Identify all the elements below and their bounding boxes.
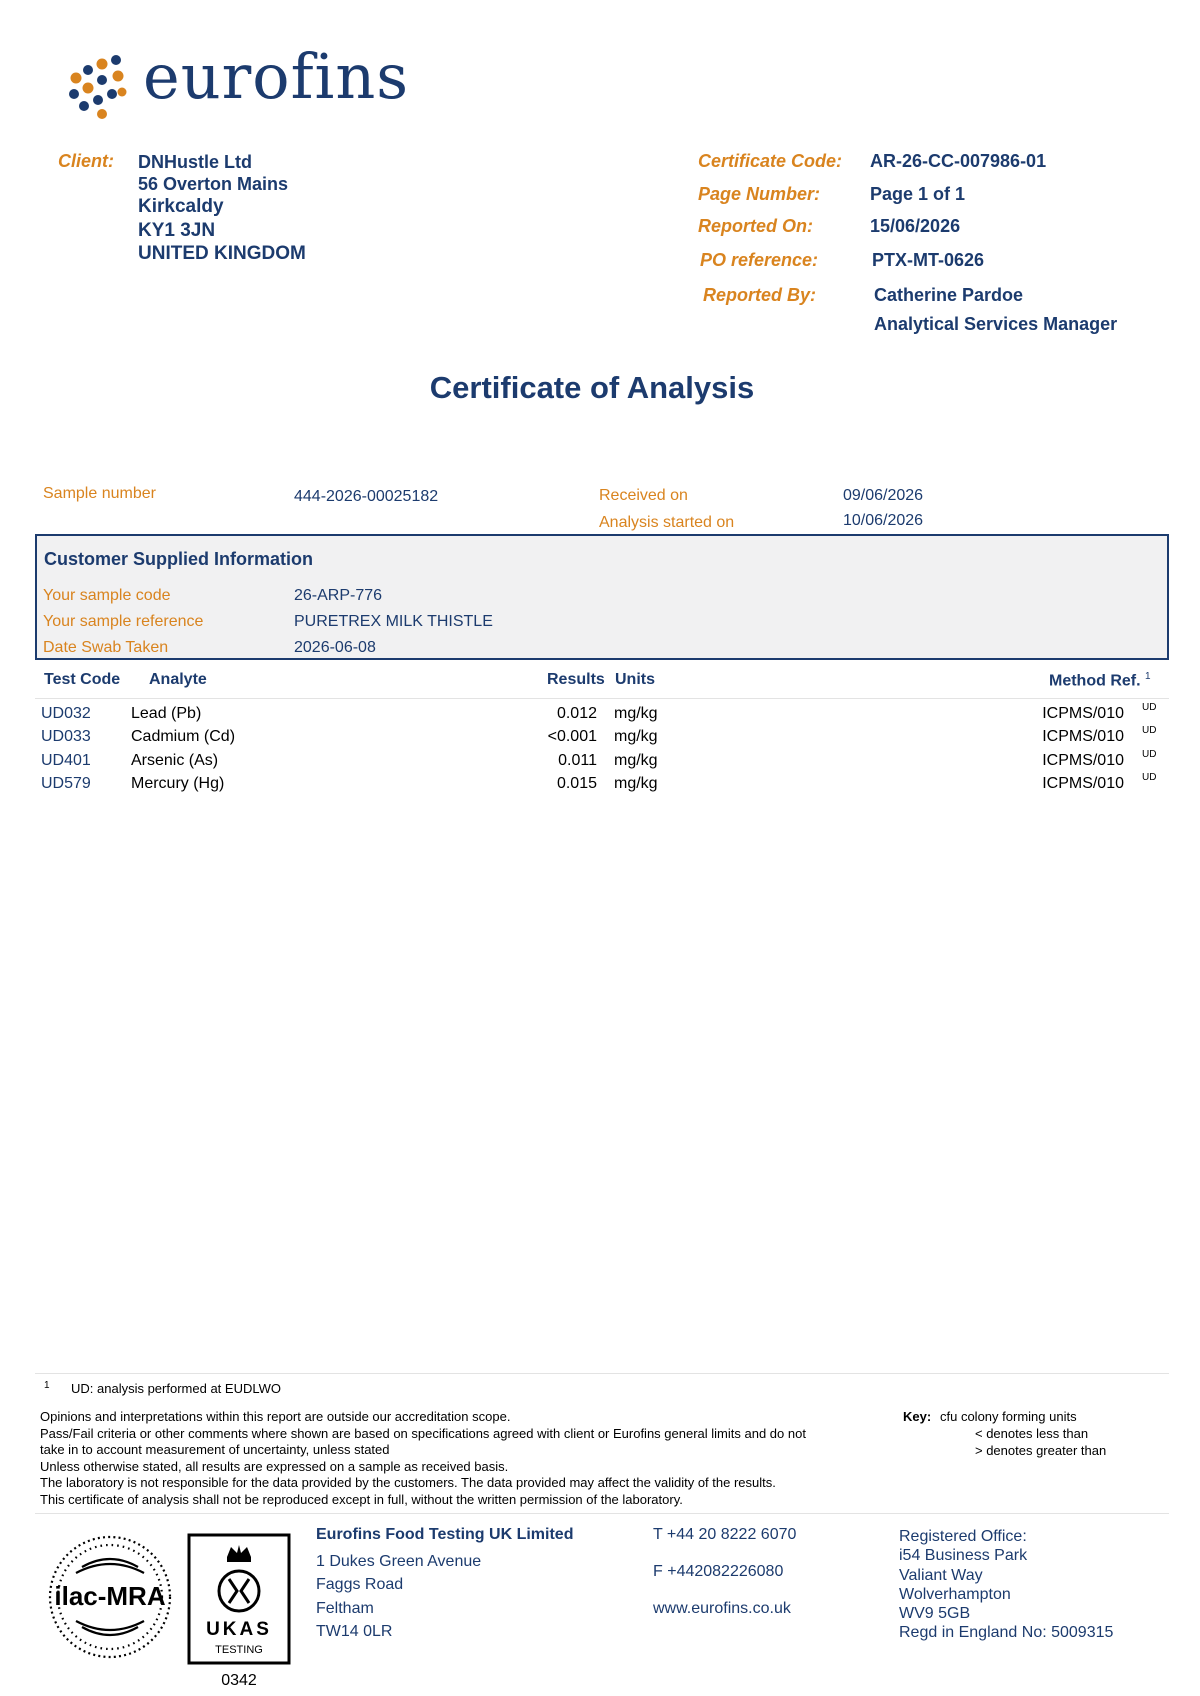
- customer-info-title: Customer Supplied Information: [44, 549, 314, 569]
- disclaimer-line: This certificate of analysis shall not be reproduced except in full, without the written permission of the laboratory.: [40, 1491, 683, 1507]
- client-address: [138, 151, 306, 266]
- date-swab-label: Date Swab Taken: [43, 639, 169, 656]
- disclaimer: [40, 1409, 890, 1509]
- sample-code: 26-ARP-776: [294, 587, 383, 604]
- address-line: Feltham: [316, 1599, 374, 1617]
- ukas-logo: [187, 1533, 291, 1665]
- unit: mg/kg: [614, 728, 658, 745]
- col-method-sup: 1: [1145, 671, 1151, 682]
- analysis-started: 10/06/2026: [843, 512, 924, 529]
- key-less-than: < denotes less than: [975, 1426, 1089, 1441]
- key-greater-than: > denotes greater than: [975, 1443, 1107, 1458]
- certificate-code: AR-26-CC-007986-01: [870, 151, 1047, 171]
- col-test-code: Test Code: [44, 671, 121, 688]
- reported-by-name: Catherine Pardoe: [874, 285, 1024, 305]
- page-number: Page 1 of 1: [870, 184, 966, 204]
- address-line: 1 Dukes Green Avenue: [316, 1553, 482, 1570]
- received-on-label: Received on: [599, 487, 688, 504]
- col-method-label: Method Ref.: [1049, 672, 1141, 690]
- test-code: UD579: [41, 775, 91, 792]
- table-row: [0, 702, 1200, 728]
- result: 0.015: [556, 775, 597, 792]
- unit: mg/kg: [614, 752, 658, 769]
- reported-by-role: Analytical Services Manager: [874, 314, 1118, 334]
- method-ref: ICPMS/010: [1042, 752, 1124, 769]
- client-postcode: KY1 3JN: [138, 219, 216, 241]
- client-label: Client:: [58, 151, 114, 171]
- reported-by-label: Reported By:: [703, 285, 817, 305]
- registered-office: [899, 1527, 1113, 1643]
- result: <0.001: [547, 728, 597, 745]
- footer-divider: [35, 1513, 1169, 1514]
- page-number-label: Page Number:: [698, 184, 821, 204]
- result: 0.011: [558, 752, 597, 769]
- po-reference: PTX-MT-0626: [872, 250, 985, 270]
- sample-reference: PURETREX MILK THISTLE: [294, 613, 493, 630]
- method-flag: UD: [1142, 702, 1157, 713]
- registered-line: Valiant Way: [899, 1566, 983, 1584]
- registered-line: WV9 5GB: [899, 1605, 971, 1623]
- po-reference-label: PO reference:: [700, 250, 819, 270]
- sample-number: 444-2026-00025182: [294, 488, 439, 505]
- method-ref: ICPMS/010: [1042, 775, 1124, 792]
- col-method: [1049, 671, 1151, 690]
- ukas-text: UKAS: [206, 1619, 272, 1640]
- registered-line: Wolverhampton: [899, 1585, 1011, 1603]
- date-swab: 2026-06-08: [294, 639, 376, 656]
- address-line: TW14 0LR: [316, 1623, 393, 1641]
- analyte: Arsenic (As): [131, 752, 219, 769]
- method-ref: ICPMS/010: [1042, 705, 1124, 722]
- key-label: Key:: [903, 1409, 932, 1424]
- col-units: Units: [615, 671, 655, 688]
- analysis-started-label: Analysis started on: [599, 514, 735, 531]
- footnote-divider: [35, 1373, 1169, 1374]
- footnote-number: 1: [44, 1380, 50, 1391]
- result: 0.012: [556, 705, 597, 722]
- registered-line: Regd in England No: 5009315: [899, 1624, 1114, 1642]
- company-name: Eurofins Food Testing UK Limited: [316, 1526, 574, 1543]
- client-country: UNITED KINGDOM: [138, 243, 306, 264]
- company-phone: T +44 20 8222 6070: [653, 1526, 797, 1543]
- analyte: Cadmium (Cd): [131, 728, 236, 745]
- test-code: UD401: [41, 752, 91, 769]
- method-flag: UD: [1142, 725, 1157, 736]
- table-row: [0, 772, 1200, 798]
- col-results: Results: [547, 671, 605, 688]
- method-flag: UD: [1142, 749, 1157, 760]
- table-row: [0, 725, 1200, 751]
- disclaimer-line: Opinions and interpretations within this report are outside our accreditation scope.: [40, 1409, 511, 1424]
- table-row: [0, 749, 1200, 775]
- key-cfu: cfu colony forming units: [940, 1409, 1077, 1424]
- page-title: Certificate of Analysis: [429, 370, 755, 405]
- disclaimer-line: The laboratory is not responsible for the data provided by the customers. The data provided may affect the validity of the results.: [40, 1475, 776, 1491]
- ukas-number: 0342: [221, 1672, 257, 1689]
- analyte: Lead (Pb): [131, 705, 202, 722]
- sample-code-label: Your sample code: [43, 587, 171, 604]
- company-fax: F +442082226080: [653, 1563, 784, 1580]
- disclaimer-line: take in to account measurement of uncertainty, unless stated: [40, 1442, 390, 1458]
- ilac-mra-text: ilac-MRA: [54, 1581, 166, 1611]
- sample-number-label: Sample number: [43, 485, 156, 502]
- company-website[interactable]: www.eurofins.co.uk: [653, 1600, 791, 1617]
- analyte: Mercury (Hg): [131, 775, 225, 792]
- method-ref: ICPMS/010: [1042, 728, 1124, 745]
- client-street: 56 Overton Mains: [138, 174, 289, 194]
- registered-line: Registered Office:: [899, 1528, 1027, 1545]
- certificate-code-label: Certificate Code:: [698, 151, 843, 171]
- eurofins-logo-icon: [62, 48, 134, 120]
- reported-on: 15/06/2026: [870, 216, 961, 236]
- unit: mg/kg: [614, 705, 658, 722]
- test-code: UD032: [41, 705, 91, 722]
- client-name: DNHustle Ltd: [138, 152, 252, 172]
- disclaimer-line: Pass/Fail criteria or other comments where shown are based on specifications agreed with client or Eurofins general limits and do not: [40, 1425, 806, 1441]
- disclaimer-line: Unless otherwise stated, all results are expressed on a sample as received basis.: [40, 1458, 509, 1474]
- ukas-testing-text: TESTING: [215, 1644, 263, 1656]
- client-town: Kirkcaldy: [138, 196, 224, 217]
- footnote-text: UD: analysis performed at EUDLWO: [71, 1381, 281, 1396]
- company-address: [316, 1550, 481, 1644]
- brand-name: eurofins: [143, 40, 410, 113]
- sample-reference-label: Your sample reference: [43, 613, 204, 630]
- address-line: Faggs Road: [316, 1576, 404, 1594]
- registered-line: i54 Business Park: [899, 1547, 1028, 1565]
- col-analyte: Analyte: [149, 671, 207, 688]
- test-code: UD033: [41, 728, 91, 745]
- unit: mg/kg: [614, 775, 658, 792]
- received-on: 09/06/2026: [843, 487, 924, 504]
- method-flag: UD: [1142, 772, 1157, 783]
- reported-on-label: Reported On:: [698, 216, 813, 236]
- ilac-mra-logo: [46, 1533, 174, 1661]
- table-divider: [35, 698, 1169, 699]
